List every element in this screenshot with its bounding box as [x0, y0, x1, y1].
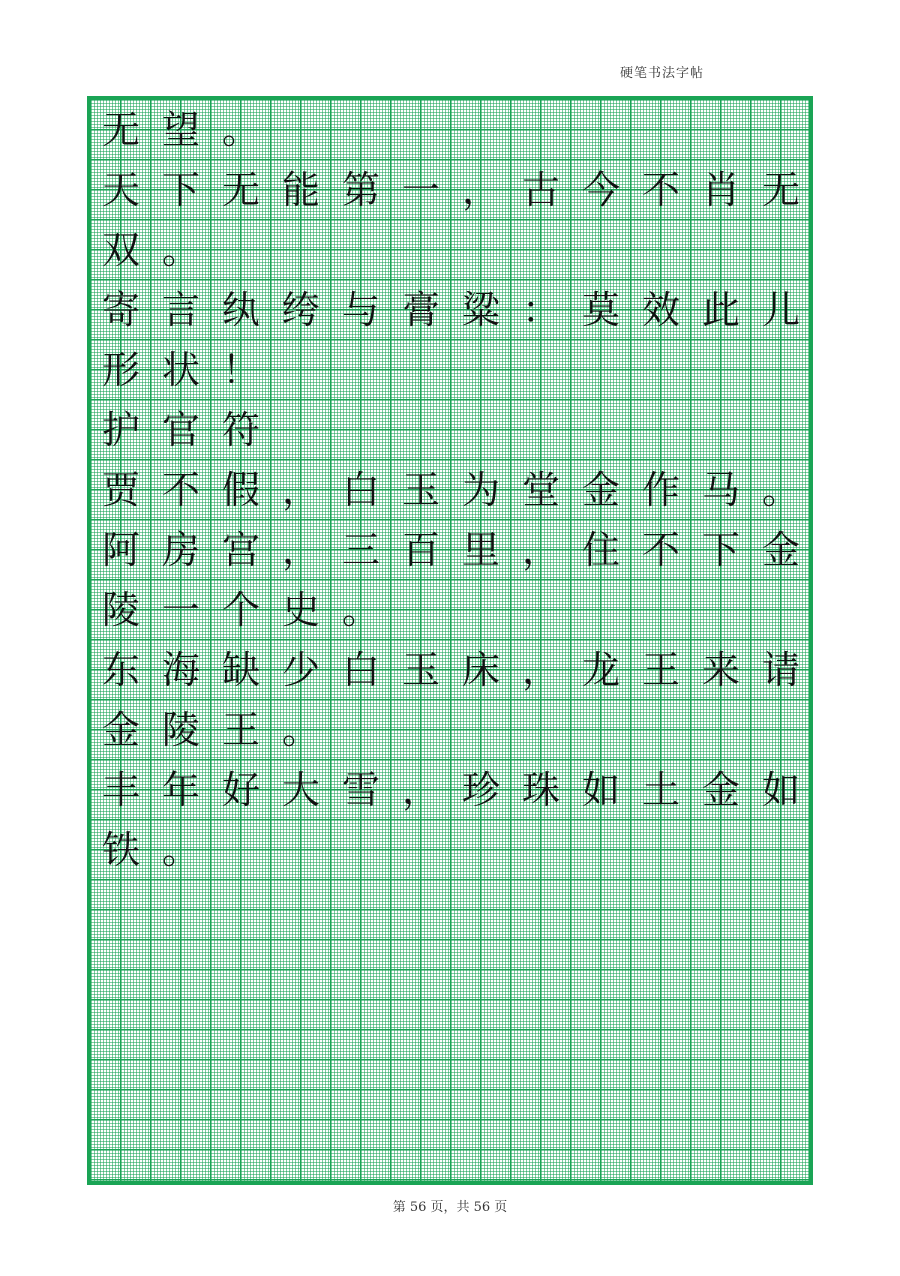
- character-cell: ，: [521, 528, 560, 572]
- character-cell: 符: [221, 408, 260, 452]
- character-cell: 贾: [101, 468, 140, 512]
- character-cell: 作: [641, 468, 680, 512]
- text-line: [91, 460, 809, 520]
- character-cell: 。: [221, 108, 260, 152]
- character-cell: 史: [281, 588, 320, 632]
- character-cell: 陵: [101, 588, 140, 632]
- text-line: [91, 760, 809, 820]
- character-cell: ，: [461, 168, 500, 212]
- character-cell: 此: [701, 288, 740, 332]
- text-line: [91, 700, 809, 760]
- text-line: [91, 580, 809, 640]
- character-cell: 土: [641, 768, 680, 812]
- page-number: 第 56 页，共 56 页: [392, 1200, 508, 1215]
- character-cell: 东: [101, 648, 140, 692]
- character-cell: 下: [161, 168, 200, 212]
- character-cell: 里: [461, 528, 500, 572]
- character-cell: 绔: [281, 288, 320, 332]
- character-cell: 陵: [161, 708, 200, 752]
- character-cell: 金: [761, 528, 800, 572]
- character-cell: 白: [341, 648, 380, 692]
- character-cell: 少: [281, 648, 320, 692]
- character-cell: 金: [101, 708, 140, 752]
- character-cell: 与: [341, 288, 380, 332]
- calligraphy-lines: [91, 100, 809, 880]
- character-cell: 玉: [401, 648, 440, 692]
- character-cell: 宫: [221, 528, 260, 572]
- character-cell: 海: [161, 648, 200, 692]
- character-cell: 龙: [581, 648, 620, 692]
- character-cell: 王: [641, 648, 680, 692]
- character-cell: 无: [221, 168, 260, 212]
- character-cell: 。: [281, 708, 320, 752]
- practice-grid-sheet: [87, 96, 813, 1185]
- character-cell: 第: [341, 168, 380, 212]
- character-cell: 效: [641, 288, 680, 332]
- character-cell: 粱: [461, 288, 500, 332]
- text-line: [91, 340, 809, 400]
- header-title: 硬笔书法字帖: [620, 66, 705, 81]
- character-cell: 好: [221, 768, 260, 812]
- character-cell: ，: [521, 648, 560, 692]
- character-cell: 阿: [101, 528, 140, 572]
- character-cell: 双: [101, 228, 140, 272]
- character-cell: 儿: [761, 288, 800, 332]
- character-cell: 护: [101, 408, 140, 452]
- character-cell: 寄: [101, 288, 140, 332]
- character-cell: 玉: [401, 468, 440, 512]
- character-cell: 王: [221, 708, 260, 752]
- character-cell: 膏: [401, 288, 440, 332]
- character-cell: 个: [221, 588, 260, 632]
- character-cell: 如: [761, 768, 800, 812]
- character-cell: 无: [101, 108, 140, 152]
- character-cell: 假: [221, 468, 260, 512]
- character-cell: 官: [161, 408, 200, 452]
- character-cell: ：: [521, 288, 560, 332]
- character-cell: 如: [581, 768, 620, 812]
- character-cell: 住: [581, 528, 620, 572]
- character-cell: 铁: [101, 828, 140, 872]
- character-cell: 望: [161, 108, 200, 152]
- character-cell: 。: [161, 228, 200, 272]
- character-cell: 言: [161, 288, 200, 332]
- character-cell: 。: [341, 588, 380, 632]
- character-cell: 请: [761, 648, 800, 692]
- text-line: [91, 640, 809, 700]
- character-cell: ，: [401, 768, 440, 812]
- text-line: [91, 400, 809, 460]
- character-cell: 。: [161, 828, 200, 872]
- character-cell: 堂: [521, 468, 560, 512]
- character-cell: 今: [581, 168, 620, 212]
- character-cell: 不: [641, 528, 680, 572]
- character-cell: 大: [281, 768, 320, 812]
- character-cell: 无: [761, 168, 800, 212]
- character-cell: 百: [401, 528, 440, 572]
- character-cell: 不: [641, 168, 680, 212]
- character-cell: 年: [161, 768, 200, 812]
- character-cell: 天: [101, 168, 140, 212]
- character-cell: 白: [341, 468, 380, 512]
- character-cell: 金: [581, 468, 620, 512]
- character-cell: 古: [521, 168, 560, 212]
- text-line: [91, 820, 809, 880]
- character-cell: 来: [701, 648, 740, 692]
- character-cell: 为: [461, 468, 500, 512]
- character-cell: ，: [281, 468, 320, 512]
- character-cell: 缺: [221, 648, 260, 692]
- text-line: [91, 220, 809, 280]
- text-line: [91, 100, 809, 160]
- character-cell: ！: [221, 348, 260, 392]
- character-cell: 纨: [221, 288, 260, 332]
- character-cell: 珍: [461, 768, 500, 812]
- character-cell: 房: [161, 528, 200, 572]
- character-cell: 下: [701, 528, 740, 572]
- character-cell: 肖: [701, 168, 740, 212]
- text-line: [91, 160, 809, 220]
- character-cell: 形: [101, 348, 140, 392]
- character-cell: 金: [701, 768, 740, 812]
- character-cell: 一: [401, 168, 440, 212]
- character-cell: 雪: [341, 768, 380, 812]
- character-cell: 莫: [581, 288, 620, 332]
- character-cell: 能: [281, 168, 320, 212]
- character-cell: 。: [761, 468, 800, 512]
- character-cell: 珠: [521, 768, 560, 812]
- character-cell: 马: [701, 468, 740, 512]
- character-cell: 丰: [101, 768, 140, 812]
- text-line: [91, 520, 809, 580]
- character-cell: 不: [161, 468, 200, 512]
- character-cell: 状: [161, 348, 200, 392]
- text-line: [91, 280, 809, 340]
- character-cell: 三: [341, 528, 380, 572]
- character-cell: 一: [161, 588, 200, 632]
- character-cell: ，: [281, 528, 320, 572]
- character-cell: 床: [461, 648, 500, 692]
